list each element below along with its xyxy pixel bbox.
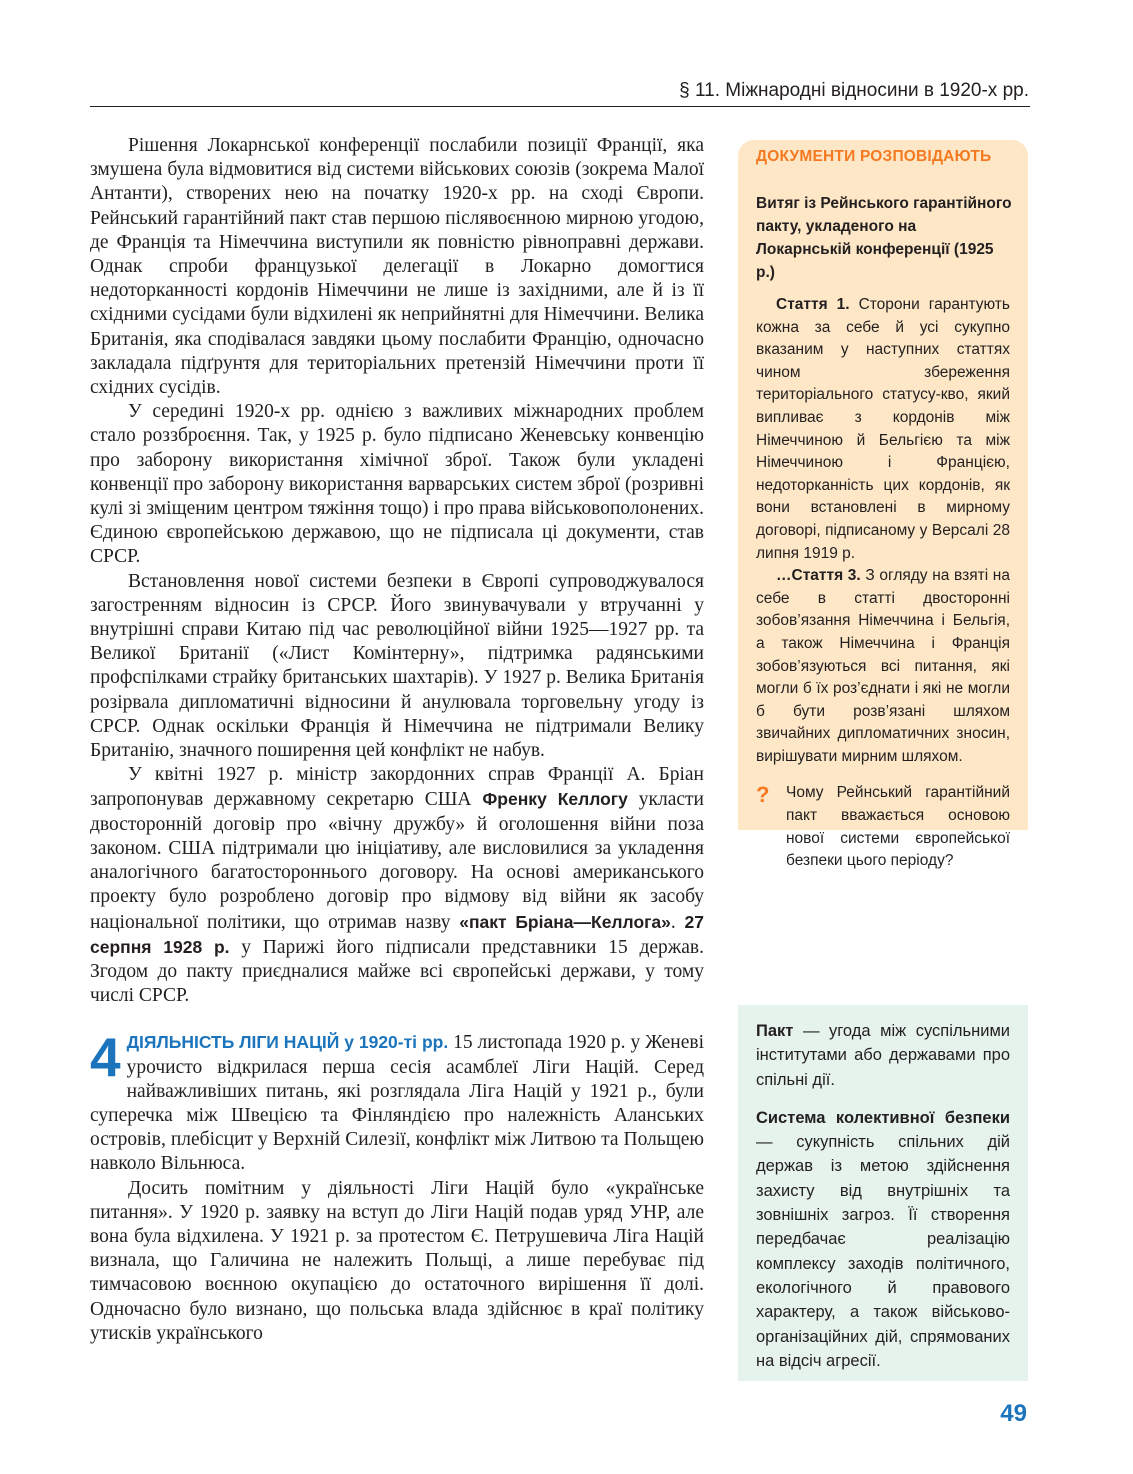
- highlight-term: «пакт Бріана—Келлога»: [459, 911, 671, 932]
- glossary-definition: — угода між суспільними інститутами або державами про спільні дії.: [756, 1022, 1010, 1089]
- glossary-term: Пакт: [756, 1022, 794, 1040]
- question-text: Чому Рейнський гарантійний пакт вважається основою нової системи європейської безпеки цього періоду?: [786, 784, 1010, 870]
- question-block: [756, 782, 1010, 872]
- text-run: 15 листопада 1920 р. у Женеві урочисто відкрилася перша сесія асамблеї Ліги Націй. Серед найважливіших питань, які розглядала Ліга Націй у 1921 р., були суперечка між Швецією та Фінляндією про належність Аланських островів, плебісцит у Верхній Силезії, конфлікт між Литвою та Польщею навколо Вільнюса.: [90, 1032, 704, 1175]
- glossary-term: Система колективної безпеки: [756, 1108, 1010, 1127]
- text-run: У квітні 1927 р. міністр закордонних справ Франції А. Бріан запропонував державному секретарю США: [90, 764, 704, 811]
- section-number: 4: [90, 1026, 121, 1089]
- text-run: укласти двосторонній договір про «вічну дружбу» й оголошення війни поза законом. США підтримали цю ініціативу, але висловилися за укладення аналогічного багатостороннього договору. На основі американського проекту було розроблено договір про відмову від війни як засобу національної політики, що отримав назву: [90, 789, 704, 933]
- glossary-entry: [738, 1106, 1028, 1373]
- header-rule: [90, 106, 1030, 107]
- document-text: [756, 294, 1010, 768]
- article-1-label: Стаття 1.: [776, 296, 850, 313]
- documents-box: [738, 140, 1028, 870]
- documents-box-title: ДОКУМЕНТИ РОЗПОВІДАЮТЬ: [756, 148, 992, 165]
- glossary-box: [738, 1005, 1028, 1381]
- paragraph: Рішення Локарнської конференції послабили позиції Франції, яка змушена була відмовитися від системи військових союзів (зокрема Малої Антанти), створених нею на початку 1920-х рр. на сході Європи. Рейнський гарантійний пакт став першою післявоєнною мирною угодою, де Франція та Німеччина виступили як повністю рівноправні держави. Однак спроби французької делегації в Локарно домогтися недоторканності кордонів Німеччини не лише із західними, але й із її східними сусідами були відхилені як неприйнятні для Німеччини. Велика Британія, яка сподівалася завдяки цьому послабити Францію, одночасно закладала підґрунтя для територіальних претензій Німеччини проти її східних сусідів.: [90, 135, 704, 399]
- paragraph: Досить помітним у діяльності Ліги Націй було «українське питання». У 1920 р. заявку на вступ до Ліги Націй подав уряд УНР, але вона була відхилена. У 1921 р. за протестом Є. Петрушевича Ліга Націй визнала, що Галичина не належить Польщі, а лише перебуває під тимчасовою воєнною окупацією до остаточного вирішення її долі. Одночасно було визнано, що польська влада здійснює в краї політику утисків українського: [90, 1177, 704, 1344]
- text-run: у Парижі його підписали представники 15 держав. Згодом до пакту приєдналися майже всі європейські держави, у тому числі СРСР.: [90, 936, 704, 1007]
- glossary-definition: — сукупність спільних дій держав із метою здійснення захисту від внутрішніх та зовнішніх загроз. Її створення передбачає реалізацію комплексу заходів політичного, екологічного й правового характеру, а також військово-організаційних дій, спрямованих на відсіч агресії.: [756, 1133, 1010, 1370]
- highlight-name: Френку Келлогу: [482, 789, 628, 810]
- main-column: [90, 134, 704, 1346]
- question-mark-icon: ?: [756, 782, 770, 808]
- document-title: Витяг із Рейнського гарантійного пакту, укладеного на Локарнській конференції (1925 р.): [756, 195, 1012, 281]
- text-run: .: [670, 911, 685, 933]
- article-3-label: …Стаття 3.: [776, 567, 861, 585]
- section-title: ДІЯЛЬНІСТЬ ЛІГИ НАЦІЙ у 1920-ті рр.: [126, 1032, 449, 1053]
- paragraph: [90, 763, 704, 1008]
- page-number: 49: [1000, 1400, 1027, 1427]
- glossary-entry: [738, 1005, 1028, 1092]
- article-3-text: З огляду на взяті на себе в статті двосторонні зобов’язання Німеччина і Бельгія, а також Німеччина і Франція зобов’язуються всі питання, які могли б їх роз’єднати і які не могли б бути розв’язані шляхом звичайних дипломатичних зносин, вирішувати мирним шляхом.: [756, 567, 1010, 765]
- highlight-date: 27 серпня 1928 р.: [90, 911, 705, 957]
- running-head: § 11. Міжнародні відносини в 1920-х рр.: [679, 80, 1029, 101]
- article-1-text: Сторони гарантують кожна за себе й усі сукупно вказаним у наступних статтях чином збереження територіального статусу-кво, який випливає з кордонів між Німеччиною й Бельгією та між Німеччиною і Францією, недоторканність цих кордонів, як вони встановлені в мирному договорі, підписаному у Версалі 28 липня 1919 р.: [756, 296, 1010, 562]
- section-4: [90, 1026, 704, 1346]
- paragraph: Встановлення нової системи безпеки в Європі супроводжувалося загостренням відносин із СРСР. Його звинувачували у втручанні у внутрішні справи Китаю під час революційної війни 1925—1927 рр. та Великої Британії («Лист Комінтерну», підтримка радянськими профспілками страйку британських шахтарів). У 1927 р. Велика Британія розірвала дипломатичні відносини й анулювала торговельну угоду із СРСР. Однак оскільки Франція й Німеччина не підтримали Велику Британію, значного поширення цей конфлікт не набув.: [90, 570, 704, 762]
- paragraph: У середині 1920-х рр. однією з важливих міжнародних проблем стало роззброєння. Так, у 1925 р. було підписано Женевську конвенцію про заборону використання хімічної зброї. Також були укладені конвенції про заборону використання варварських систем зброї (розривні кулі зі зміщеним центром тяжіння тощо) і про права військовополонених. Єдиною європейською державою, що не підписала ці документи, став СРСР.: [90, 401, 704, 568]
